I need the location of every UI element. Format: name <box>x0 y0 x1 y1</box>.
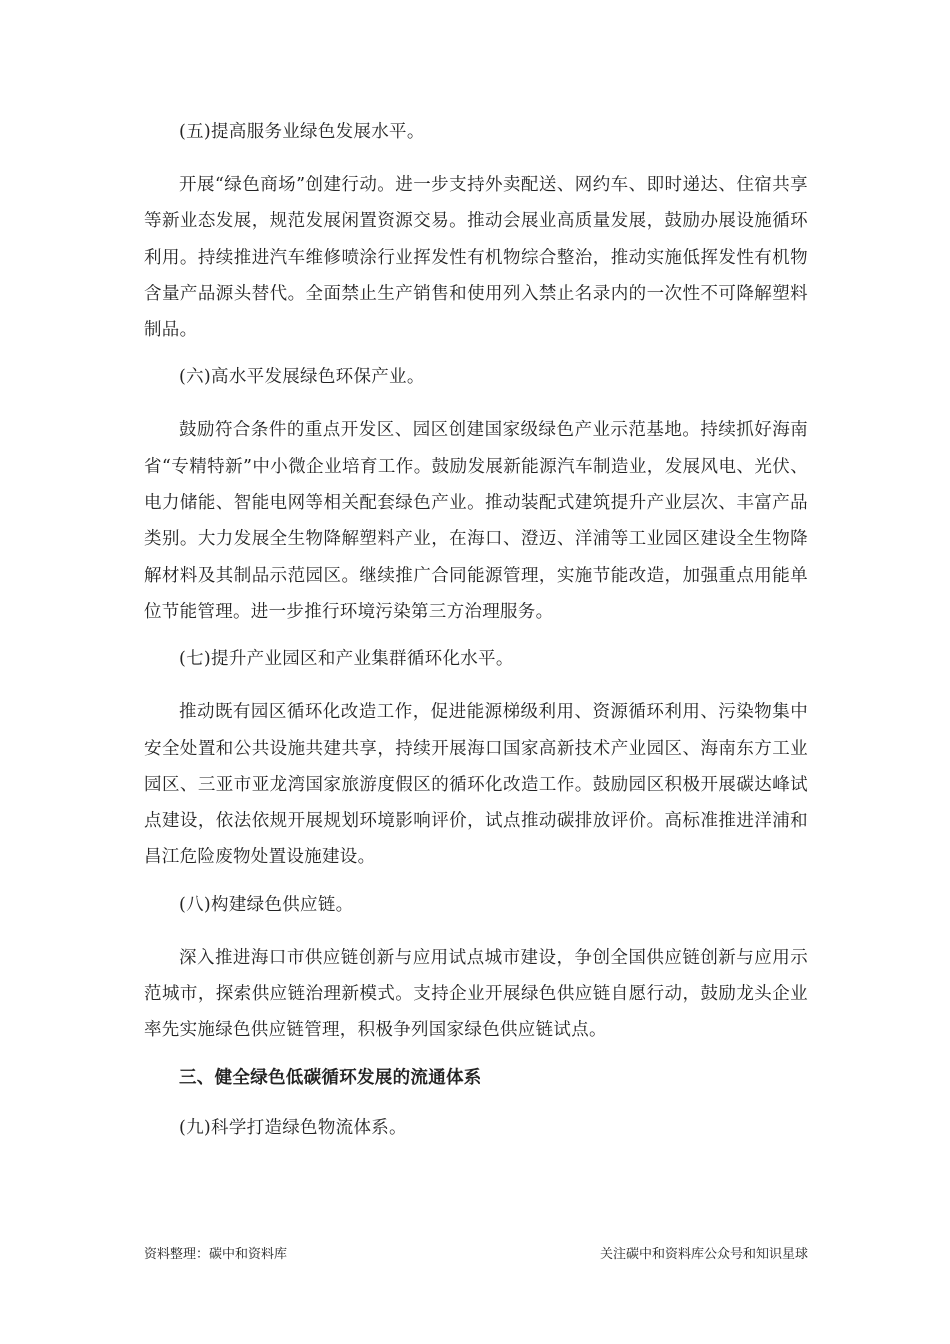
subsection-heading-5: (五)提高服务业绿色发展水平。 <box>179 122 425 142</box>
paragraph-green-industry: 鼓励符合条件的重点开发区、园区创建国家级绿色产业示范基地。持续抓好海南省“专精特新”中小微企业培育工作。鼓励发展新能源汽车制造业，发展风电、光伏、电力储能、智能电网等相关配套绿色产业。推动装配式建筑提升产业层次、丰富产品类别。大力发展全生物降解塑料产业，在海口、澄迈、洋浦等工业园区建设全生物降解材料及其制品示范园区。继续推广合同能源管理，实施节能改造，加强重点用能单位节能管理。进一步推行环境污染第三方治理服务。 <box>144 420 808 622</box>
subsection-heading-8: (八)构建绿色供应链。 <box>179 894 354 915</box>
paragraph-industrial-parks: 推动既有园区循环化改造工作，促进能源梯级利用、资源循环利用、污染物集中安全处置和公共设施共建共享，持续开展海口国家高新技术产业园区、海南东方工业园区、三亚市亚龙湾国家旅游度假区的循环化改造工作。鼓励园区积极开展碳达峰试点建设，依法依规开展规划环境影响评价，试点推动碳排放评价。高标准推进洋浦和昌江危险废物处置设施建设。 <box>144 702 808 868</box>
footer-source: 资料整理：碳中和资料库 <box>144 1247 288 1262</box>
subsection-heading-9: (九)科学打造绿色物流体系。 <box>179 1117 407 1138</box>
footer-follow-note: 关注碳中和资料库公众号和知识星球 <box>599 1247 808 1262</box>
subsection-heading-7: (七)提升产业园区和产业集群循环化水平。 <box>179 649 514 670</box>
subsection-heading-6: (六)高水平发展绿色环保产业。 <box>179 367 425 388</box>
paragraph-supply-chain: 深入推进海口市供应链创新与应用试点城市建设，争创全国供应链创新与应用示范城市，探索供应链治理新模式。支持企业开展绿色供应链自愿行动，鼓励龙头企业率先实施绿色供应链管理，积极争列国家绿色供应链试点。 <box>144 947 808 1041</box>
section-title-3: 三、健全绿色低碳循环发展的流通体系 <box>179 1067 482 1088</box>
document-body <box>144 117 808 1163</box>
paragraph-service-industry: 开展“绿色商场”创建行动。进一步支持外卖配送、网约车、即时递达、住宿共享等新业态发展，规范发展闲置资源交易。推动会展业高质量发展，鼓励办展设施循环利用。持续推进汽车维修喷涂行业挥发性有机物综合整治，推动实施低挥发性有机物含量产品源头替代。全面禁止生产销售和使用列入禁止名录内的一次性不可降解塑料制品。 <box>144 175 808 341</box>
